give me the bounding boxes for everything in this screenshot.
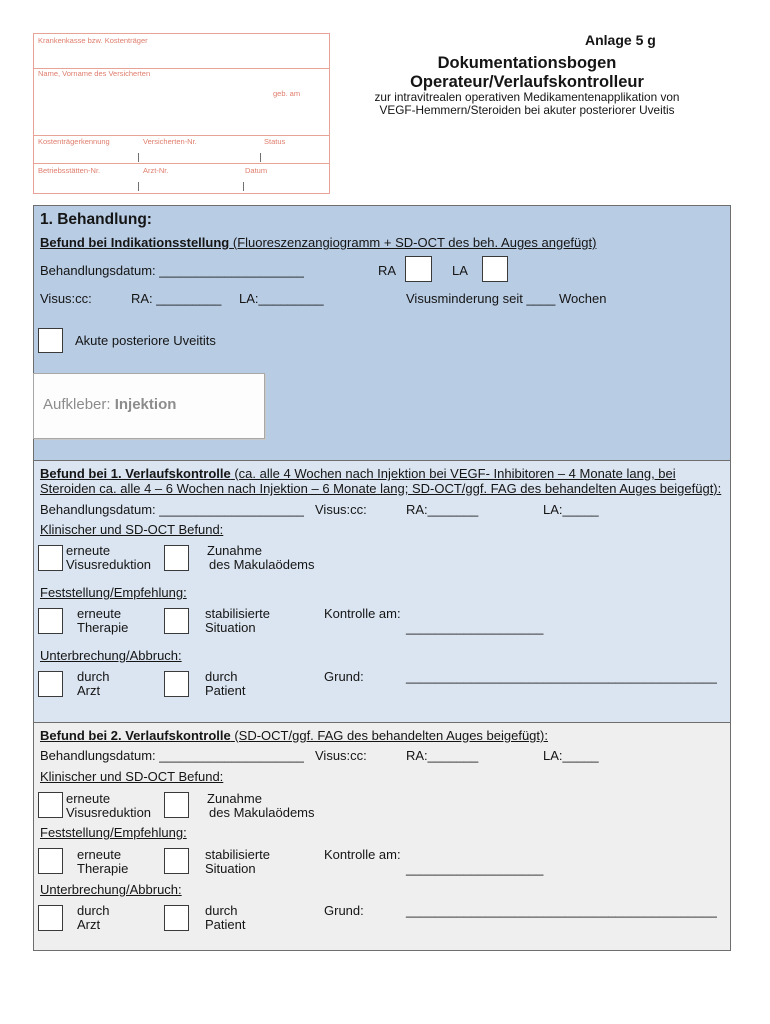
stop-by-doctor-checkbox[interactable] [38, 671, 63, 697]
field-separator-tick [138, 182, 139, 191]
sticker-name: Injektion [114, 396, 177, 413]
followup-1-heading [40, 467, 676, 481]
visus-ra-field [131, 292, 221, 306]
followup-2-note: (SD-OCT/ggf. FAG des behandelten Auges beigefügt): [234, 728, 548, 743]
control-date-blank[interactable]: ___________________ [406, 861, 544, 876]
visus-ra-blank[interactable]: _________ [156, 291, 222, 306]
followup-1-note: (ca. alle 4 Wochen nach Injektion bei VEGF- Inhibitoren – 4 Monate lang, bei [234, 466, 676, 481]
stable-situation-checkbox[interactable] [164, 848, 189, 874]
option-line: Therapie [77, 861, 129, 876]
control-date-label: Kontrolle am: [324, 847, 401, 862]
option-line: Arzt [77, 917, 101, 932]
card-divider [34, 163, 329, 164]
option-line: erneute [77, 847, 122, 862]
visus-ra-blank[interactable]: _______ [427, 502, 479, 517]
visus-loss-unit: Wochen [559, 291, 607, 306]
option-line: Visusreduktion [66, 557, 152, 572]
option-line: Situation [205, 861, 256, 876]
patient-name-label: Name, Vorname des Versicherten [38, 69, 151, 78]
option-line: Patient [205, 683, 246, 698]
option-line: Situation [205, 620, 256, 635]
visus-ra-label: RA: [406, 502, 428, 517]
followup-2-date-blank[interactable]: ____________________ [159, 748, 304, 763]
option-line: Therapie [77, 620, 129, 635]
retreatment-checkbox[interactable] [38, 608, 63, 634]
stop-by-patient-checkbox[interactable] [164, 905, 189, 931]
reason-blank[interactable]: ___________________________________________ [406, 669, 717, 684]
macular-edema-label [207, 792, 315, 820]
visus-la-field [239, 292, 324, 306]
insurance-card-field [33, 33, 330, 194]
followup-1-recommendation-heading: Feststellung/Empfehlung: [40, 585, 187, 600]
visus-la-label: LA: [239, 291, 259, 306]
visus-la-blank[interactable]: _____ [562, 502, 599, 517]
visus-label: Visus:cc: [40, 291, 92, 306]
option-line: des Makulaödems [209, 557, 315, 572]
visus-la-label: LA: [543, 502, 563, 517]
retreatment-label [77, 848, 128, 876]
reason-blank[interactable]: ___________________________________________ [406, 903, 717, 918]
indication-finding-heading [40, 236, 596, 250]
field-separator-tick [260, 153, 261, 162]
eye-la-checkbox[interactable] [482, 256, 508, 282]
acute-uveitis-label: Akute posteriore Uveitits [75, 333, 216, 348]
card-date-label: Datum [245, 166, 268, 175]
option-line: erneute [66, 543, 111, 558]
option-line: durch [205, 903, 238, 918]
stop-by-patient-label [205, 904, 245, 932]
document-role-title: Operateur/Verlaufskontrolleur [410, 73, 644, 91]
eye-la-label: LA [452, 263, 468, 278]
sticker-prefix: Aufkleber: [43, 396, 111, 413]
treatment-date-field [40, 264, 304, 278]
vision-reduction-checkbox[interactable] [38, 545, 63, 571]
followup-2-clinical-heading: Klinischer und SD-OCT Befund: [40, 769, 224, 784]
followup-1-date-label: Behandlungsdatum: [40, 502, 156, 517]
card-divider [34, 135, 329, 136]
injection-sticker-area [33, 373, 265, 439]
stable-situation-checkbox[interactable] [164, 608, 189, 634]
followup-2-visus-la-field [543, 749, 599, 763]
option-line: durch [77, 669, 110, 684]
eye-ra-label: RA [378, 263, 397, 278]
stop-by-doctor-label [77, 904, 110, 932]
stable-situation-label [205, 607, 270, 635]
document-description-line-2: VEGF-Hemmern/Steroiden bei akuter posteriorer Uveitis [379, 103, 675, 117]
insurer-label: Krankenkasse bzw. Kostenträger [38, 36, 148, 45]
site-number-label: Betriebsstätten-Nr. [38, 166, 101, 175]
section-heading: 1. Behandlung: [40, 211, 152, 228]
visus-loss-label: Visusminderung seit [406, 291, 523, 306]
retreatment-label [77, 607, 128, 635]
insured-number-label: Versicherten-Nr. [143, 137, 197, 146]
stop-by-doctor-checkbox[interactable] [38, 905, 63, 931]
vision-reduction-label [66, 544, 151, 572]
option-line: stabilisierte [205, 847, 271, 862]
visus-ra-label: RA: [406, 748, 428, 763]
followup-1-title: Befund bei 1. Verlaufskontrolle [40, 466, 231, 481]
option-line: Visusreduktion [66, 805, 152, 820]
followup-1-date-field [40, 503, 304, 517]
stop-by-patient-checkbox[interactable] [164, 671, 189, 697]
stable-situation-label [205, 848, 270, 876]
option-line: Zunahme [207, 791, 262, 806]
reason-label: Grund: [324, 903, 364, 918]
visus-ra-blank[interactable]: _______ [427, 748, 479, 763]
followup-1-visus-la-field [543, 503, 599, 517]
followup-2-heading [40, 729, 548, 743]
visus-la-label: LA: [543, 748, 563, 763]
control-date-blank[interactable]: ___________________ [406, 620, 544, 635]
followup-1-visus-label: Visus:cc: [315, 502, 367, 517]
macular-edema-checkbox[interactable] [164, 545, 189, 571]
followup-2-visus-ra-field [406, 749, 478, 763]
followup-2-stop-heading: Unterbrechung/Abbruch: [40, 882, 182, 897]
eye-ra-checkbox[interactable] [405, 256, 432, 282]
option-line: Zunahme [207, 543, 262, 558]
carrier-id-label: Kostenträgerkennung [38, 137, 110, 146]
option-line: durch [205, 669, 238, 684]
document-description-line-1: zur intravitrealen operativen Medikamentenapplikation von [374, 90, 680, 104]
treatment-date-blank[interactable]: ____________________ [159, 263, 304, 278]
retreatment-checkbox[interactable] [38, 848, 63, 874]
option-line: Patient [205, 917, 246, 932]
followup-2-date-field [40, 749, 304, 763]
visus-la-blank[interactable]: _________ [258, 291, 324, 306]
vision-reduction-label [66, 792, 151, 820]
macular-edema-label [207, 544, 315, 572]
acute-uveitis-checkbox[interactable] [38, 328, 63, 353]
followup-2-title: Befund bei 2. Verlaufskontrolle [40, 728, 231, 743]
stop-by-patient-label [205, 670, 245, 698]
followup-1-date-blank[interactable]: ____________________ [159, 502, 304, 517]
indication-finding-note: (Fluoreszenzangiogramm + SD-OCT des beh. Auges angefügt) [232, 235, 597, 250]
followup-1-note-continued: Steroiden ca. alle 4 – 6 Wochen nach Injektion – 6 Monate lang; SD-OCT/ggf. FAG des behandelten Auges beigefügt): [40, 481, 722, 496]
option-line: des Makulaödems [209, 805, 315, 820]
visus-ra-label: RA: [131, 291, 153, 306]
followup-1-clinical-heading: Klinischer und SD-OCT Befund: [40, 522, 224, 537]
status-label: Status [264, 137, 286, 146]
vision-reduction-checkbox[interactable] [38, 792, 63, 818]
treatment-date-label: Behandlungsdatum: [40, 263, 156, 278]
option-line: erneute [77, 606, 122, 621]
birth-date-label: geb. am [273, 89, 301, 98]
document-title: Dokumentationsbogen [437, 54, 617, 72]
option-line: Arzt [77, 683, 101, 698]
option-line: durch [77, 903, 110, 918]
followup-2-visus-label: Visus:cc: [315, 748, 367, 763]
visus-loss-weeks-blank[interactable]: ____ [526, 291, 556, 306]
annex-label: Anlage 5 g [585, 32, 656, 48]
visus-loss-field [406, 292, 606, 306]
doctor-number-label: Arzt-Nr. [143, 166, 169, 175]
macular-edema-checkbox[interactable] [164, 792, 189, 818]
indication-finding-title: Befund bei Indikationsstellung [40, 235, 230, 250]
field-separator-tick [138, 153, 139, 162]
field-separator-tick [243, 182, 244, 191]
followup-2-date-label: Behandlungsdatum: [40, 748, 156, 763]
visus-la-blank[interactable]: _____ [562, 748, 599, 763]
reason-label: Grund: [324, 669, 364, 684]
followup-1-stop-heading: Unterbrechung/Abbruch: [40, 648, 182, 663]
control-date-label: Kontrolle am: [324, 606, 401, 621]
followup-2-recommendation-heading: Feststellung/Empfehlung: [40, 825, 187, 840]
followup-1-visus-ra-field [406, 503, 478, 517]
option-line: stabilisierte [205, 606, 271, 621]
stop-by-doctor-label [77, 670, 110, 698]
option-line: erneute [66, 791, 111, 806]
